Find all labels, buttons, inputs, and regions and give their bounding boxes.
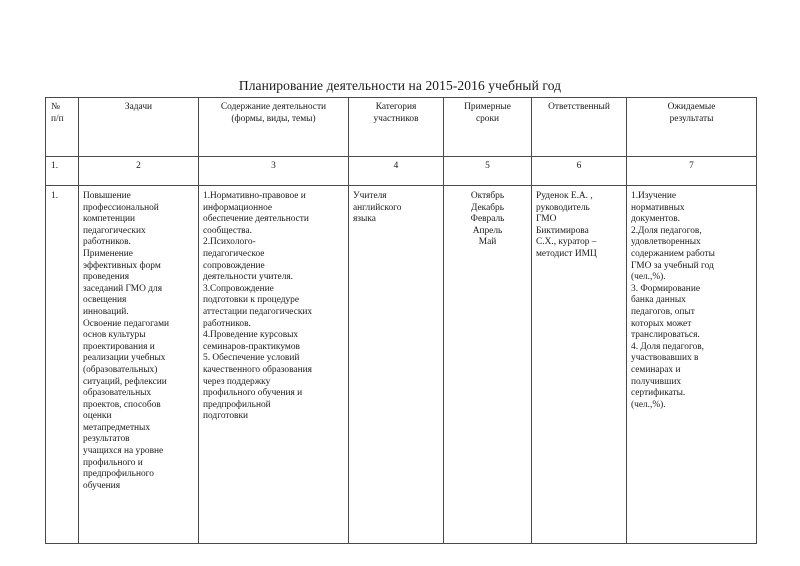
text-line: Учителя	[353, 191, 387, 201]
text-line: метапредметных	[83, 422, 151, 433]
text-line: 2.Доля педагогов,	[631, 225, 702, 236]
text-line: деятельности учителя.	[203, 272, 294, 283]
header-participants-line2: участников	[373, 113, 419, 124]
text-line: результатов	[83, 434, 130, 445]
cell-participants	[349, 186, 444, 544]
text-line: 5. Обеспечение условий	[203, 353, 300, 364]
text-line: транслироваться.	[631, 330, 700, 341]
header-participants-line1: Категория	[375, 102, 417, 112]
text-line: сертификаты.	[631, 388, 686, 399]
text-line: (образовательных)	[83, 364, 158, 375]
cell-results	[627, 186, 757, 544]
cell-content	[199, 186, 349, 544]
header-cell-number	[46, 98, 79, 157]
text-line: участвовавших в	[631, 353, 699, 364]
text-line: получивших	[631, 376, 682, 387]
table-header-row	[46, 98, 757, 157]
page-title: Планирование деятельности на 2015-2016 учебный год	[238, 78, 562, 93]
text-line: образовательных	[83, 388, 152, 399]
header-cell-results	[627, 98, 757, 157]
header-terms-line1: Примерные	[464, 102, 511, 112]
text-line: проектирования и	[83, 341, 155, 352]
header-cell-responsible	[532, 98, 627, 157]
text-line: Октябрь	[470, 191, 505, 201]
header-responsible-line1: Ответственный	[548, 102, 610, 112]
header-tasks-line1: Задачи	[124, 102, 153, 112]
column-number-row	[46, 157, 757, 186]
text-line: 2.Психолого-	[203, 237, 256, 248]
column-number-5: 5	[444, 157, 532, 186]
header-terms-line2: сроки	[475, 113, 500, 124]
text-line: 1.Нормативно-правовое и	[203, 191, 306, 201]
header-content-line1: Содержание деятельности	[220, 102, 327, 112]
column-number-6: 6	[532, 157, 627, 186]
text-line: (чел.,%).	[631, 399, 666, 410]
text-line: педагогов, опыт	[631, 306, 695, 317]
text-line: банка данных	[631, 295, 686, 306]
text-line: семинарах и	[631, 364, 681, 375]
column-number-2: 2	[79, 157, 199, 186]
text-line: аттестации педагогических	[203, 306, 313, 317]
text-line: языка	[353, 214, 376, 225]
text-line: руководитель	[536, 202, 590, 213]
text-line: сообщества.	[203, 225, 252, 236]
header-number-line2: п/п	[51, 113, 64, 124]
cell-responsible	[532, 186, 627, 544]
text-line: 3. Формирование	[631, 283, 700, 294]
text-line: профильного и	[83, 457, 143, 468]
row-index: 1.	[46, 186, 79, 544]
text-line: документов.	[631, 214, 680, 225]
text-line: Повышение	[83, 191, 131, 201]
column-number-1: 1.	[46, 157, 79, 186]
header-results-line1: Ожидаемые	[667, 102, 716, 112]
text-line: 1.Изучение	[631, 191, 677, 201]
header-cell-terms	[444, 98, 532, 157]
text-line: ГМО	[536, 214, 557, 225]
text-line: реализации учебных	[83, 353, 166, 364]
cell-tasks	[79, 186, 199, 544]
table-row	[46, 186, 757, 544]
text-line: инноваций.	[83, 306, 129, 317]
text-line: нормативных	[631, 202, 685, 213]
text-line: оценки	[83, 411, 112, 422]
text-line: освещения	[83, 295, 127, 306]
header-cell-content	[199, 98, 349, 157]
text-line: Февраль	[470, 214, 505, 225]
header-results-line2: результаты	[669, 113, 714, 124]
text-line: 4.Проведение курсовых	[203, 330, 299, 341]
text-line: ГМО за учебный год	[631, 260, 714, 271]
planning-table	[45, 97, 757, 544]
header-content-line2: (формы, виды, темы)	[231, 113, 316, 124]
text-line: обучения	[83, 480, 121, 491]
text-line: Освоение педагогами	[83, 318, 170, 329]
text-line: работников.	[203, 318, 251, 329]
text-line: английского	[353, 202, 402, 213]
text-line: обеспечение деятельности	[203, 214, 309, 225]
text-line: Применение	[83, 248, 133, 259]
text-line: эффективных форм	[83, 260, 161, 271]
text-line: Биктимирова	[536, 225, 589, 236]
text-line: педагогическое	[203, 248, 265, 259]
text-line: Руденок Е.А. ,	[536, 191, 593, 201]
text-line: подготовки к процедуре	[203, 295, 300, 306]
text-line: учащихся на уровне	[83, 446, 164, 457]
text-line: педагогических	[83, 225, 146, 236]
text-line: Май	[478, 237, 497, 248]
text-line: подготовки	[203, 411, 249, 422]
text-line: профильного обучения и	[203, 388, 303, 399]
text-line: качественного образования	[203, 364, 312, 375]
cell-terms	[444, 186, 532, 544]
text-line: ситуаций, рефлексии	[83, 376, 167, 387]
text-line: семинаров-практикумов	[203, 341, 300, 352]
text-line: проведения	[83, 272, 130, 283]
text-line: удовлетворенных	[631, 237, 701, 248]
text-line: 3.Сопровождение	[203, 283, 274, 294]
text-line: С.Х., куратор –	[536, 237, 597, 248]
text-line: предпрофильной	[203, 399, 271, 410]
text-line: заседаний ГМО для	[83, 283, 163, 294]
text-line: сопровождение	[203, 260, 265, 271]
text-line: (чел.,%).	[631, 272, 666, 283]
text-line: через поддержку	[203, 376, 271, 387]
text-line: Апрель	[472, 225, 503, 236]
header-cell-tasks	[79, 98, 199, 157]
text-line: информационное	[203, 202, 273, 213]
column-number-3: 3	[199, 157, 349, 186]
text-line: 4. Доля педагогов,	[631, 341, 705, 352]
header-cell-participants	[349, 98, 444, 157]
text-line: содержанием работы	[631, 248, 715, 259]
column-number-7: 7	[627, 157, 757, 186]
text-line: профессиональной	[83, 202, 159, 213]
text-line: Декабрь	[471, 202, 504, 213]
text-line: которых может	[631, 318, 692, 329]
text-line: основ культуры	[83, 330, 146, 341]
text-line: работников.	[83, 237, 131, 248]
column-number-4: 4	[349, 157, 444, 186]
header-number-line1: №	[51, 102, 60, 112]
text-line: проектов, способов	[83, 399, 161, 410]
text-line: методист ИМЦ	[536, 248, 597, 259]
text-line: предпрофильного	[83, 469, 154, 480]
text-line: компетенции	[83, 214, 136, 225]
